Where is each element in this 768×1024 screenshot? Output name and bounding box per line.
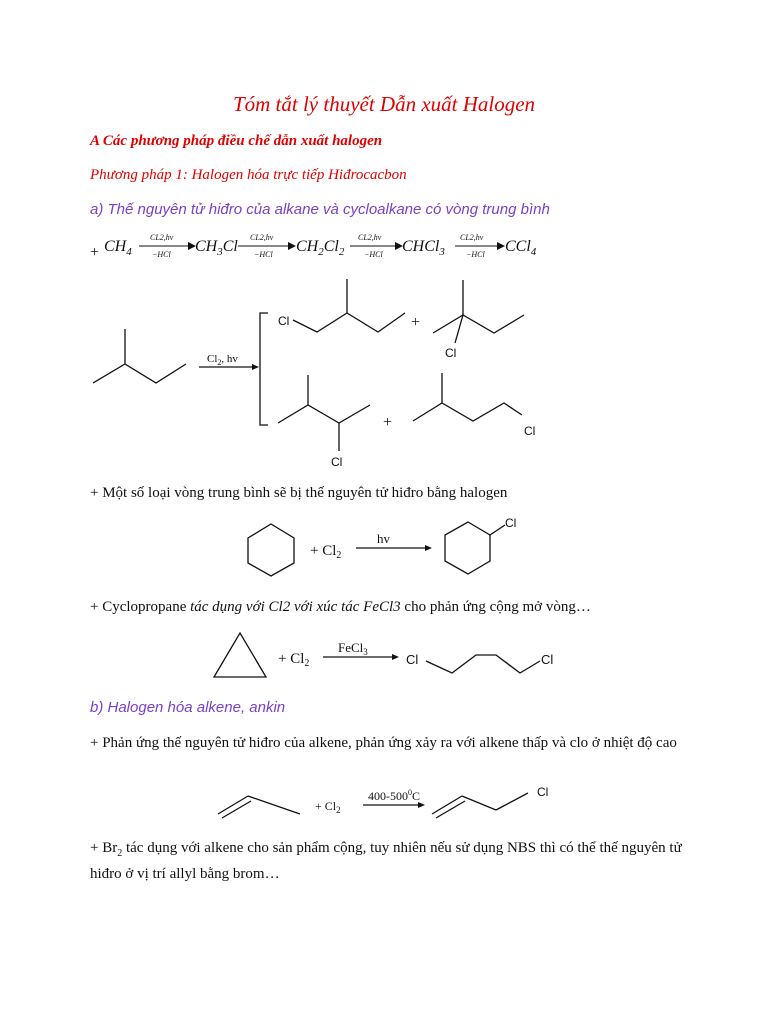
condition-temperature: $400-500^0C$ — [368, 788, 421, 803]
product-bracket — [260, 313, 268, 425]
svg-text:Cl: Cl — [331, 455, 343, 469]
svg-text:Cl: Cl — [445, 346, 457, 360]
arrow-1 — [139, 233, 196, 259]
section-a-heading: A Các phương pháp điều chế dẫn xuất halogen — [90, 133, 383, 149]
species-ch2cl2: $CH_2Cl_2$ — [296, 238, 345, 258]
arrow-3 — [350, 233, 403, 259]
svg-text:−HCl: −HCl — [152, 250, 171, 259]
condition-hv: hv — [377, 531, 390, 546]
methane-chlorination-scheme — [0, 225, 768, 270]
svg-text:CL2,hv: CL2,hv — [460, 233, 484, 242]
species-ch3cl: $CH_3Cl$ — [195, 238, 238, 258]
svg-text:Cl: Cl — [537, 785, 549, 799]
paragraph-ring-substitution: + Một số loại vòng trung bình sẽ bị thế nguyên tử hiđro bằng halogen — [90, 485, 508, 501]
species-chcl3: CHCl$_3$ — [402, 238, 445, 258]
product-plus-2: + — [383, 414, 393, 431]
svg-text:Cl: Cl — [278, 314, 290, 328]
page-title: Tóm tắt lý thuyết Dẫn xuất Halogen — [232, 92, 536, 116]
reaction-condition: $Cl_2$, hv — [207, 353, 238, 367]
svg-text:CL2,hv: CL2,hv — [150, 233, 174, 242]
svg-text:−HCl: −HCl — [254, 250, 273, 259]
svg-text:−HCl: −HCl — [364, 250, 383, 259]
cyclohexane-ring — [248, 524, 294, 576]
cyclopropane-ring-opening-scheme — [0, 625, 768, 685]
paragraph-nbs: + $Br_2$ tác dụng với alkene cho sản phẩm cộng, tuy nhiên nếu sử dụng NBS thì có thể thế nguyên tử hiđro ở vị trí allyl bằng brom… — [90, 840, 682, 882]
species-ccl4: CCl$_4$ — [505, 238, 537, 258]
species-ch4: $CH_4$ — [104, 238, 132, 258]
cyclohexane-chlorination-scheme — [0, 510, 768, 585]
reagent-cl2: + $Cl_2$ — [315, 799, 341, 815]
svg-text:−HCl: −HCl — [466, 250, 485, 259]
method-1-heading: Phương pháp 1: Halogen hóa trực tiếp Hiđrocacbon — [90, 167, 407, 183]
reagent-cl2: + $Cl_2$ — [310, 543, 342, 561]
isopentane-chlorination-scheme — [0, 275, 768, 475]
svg-text:Cl: Cl — [524, 424, 536, 438]
svg-text:CL2,hv: CL2,hv — [250, 233, 274, 242]
svg-text:Cl: Cl — [505, 516, 517, 530]
reagent-cl2: + $Cl_2$ — [278, 651, 310, 669]
isopentane-structure — [93, 364, 186, 383]
svg-text:Cl: Cl — [541, 652, 554, 667]
paragraph-alkene-substitution: + Phản ứng thế nguyên tử hiđro của alkene, phản ứng xảy ra với alkene thấp và clo ở nhiệt độ cao — [90, 735, 677, 751]
product-plus-1: + — [411, 314, 421, 331]
svg-text:Cl: Cl — [406, 652, 419, 667]
cyclopropane-ring — [214, 633, 266, 677]
subsection-b-heading: b) Halogen hóa alkene, ankin — [90, 699, 286, 716]
subsection-a-heading: a) Thế nguyên tử hiđro của alkane và cycloalkane có vòng trung bình — [90, 201, 550, 218]
arrow-4 — [455, 233, 505, 259]
propene-chlorination-scheme — [0, 780, 768, 830]
svg-text:CL2,hv: CL2,hv — [358, 233, 382, 242]
paragraph-cyclopropane: + Cyclopropane tác dụng với Cl2 với xúc tác FeCl3 cho phản ứng cộng mở vòng… — [90, 599, 591, 615]
chain-plus: + — [90, 244, 100, 261]
arrow-2 — [238, 233, 296, 259]
catalyst-fecl3: FeCl$_3$ — [338, 640, 368, 657]
